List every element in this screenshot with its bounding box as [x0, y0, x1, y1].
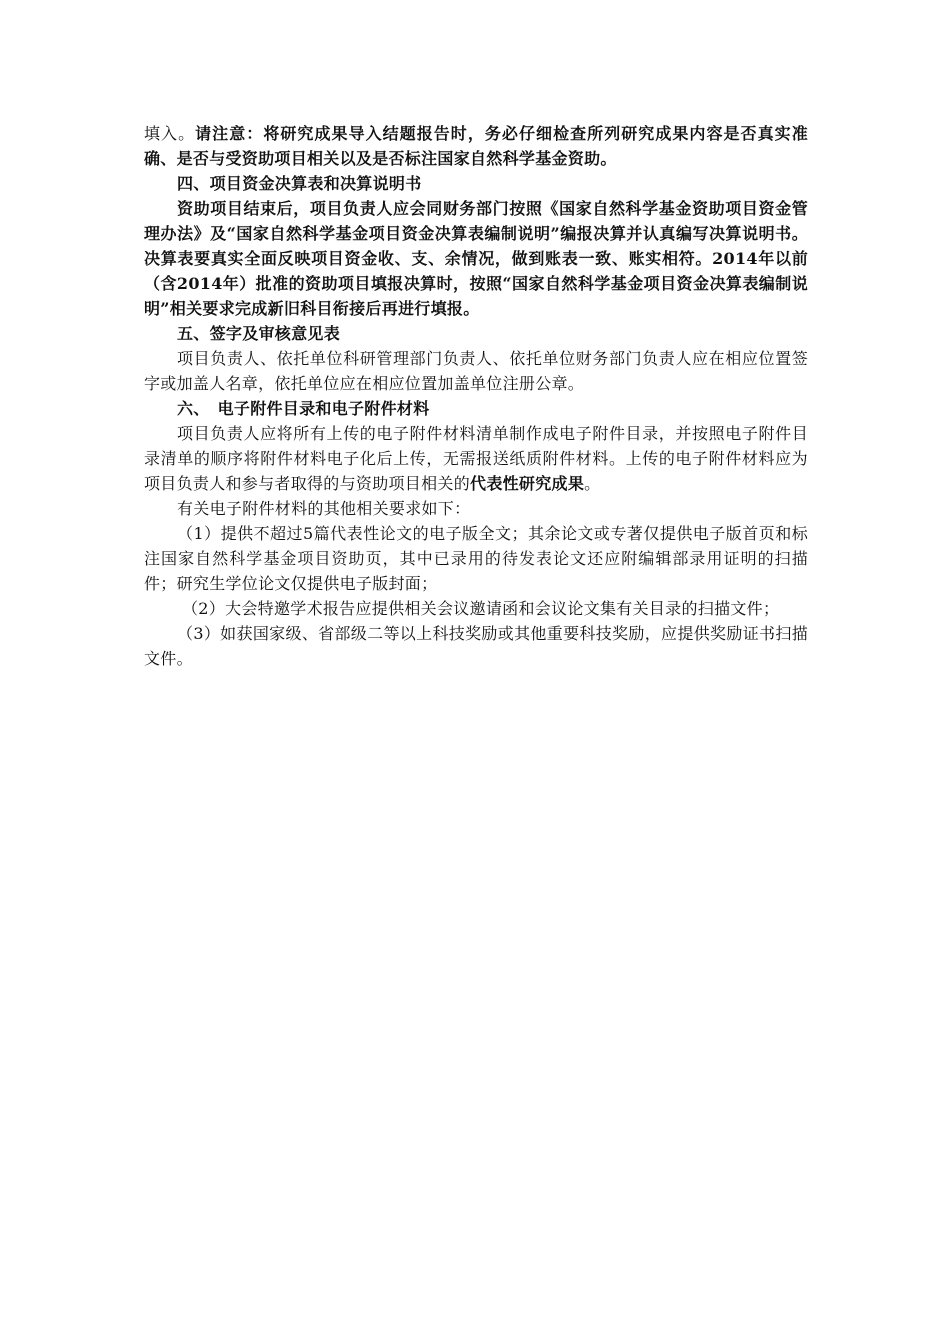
intro-notice: 请注意：将研究成果导入结题报告时，务必仔细检查所列研究成果内容是否真实准确、是否与受资助项目相关以及是否标注国家自然科学基金资助。: [144, 124, 808, 168]
requirement-item-2: （2）大会特邀学术报告应提供相关会议邀请函和会议论文集有关目录的扫描文件；: [182, 599, 780, 618]
requirements-intro: 有关电子附件材料的其他相关要求如下：: [177, 499, 471, 518]
section4-body: 资助项目结束后，项目负责人应会同财务部门按照《国家自然科学基金资助项目资金管理办法》及“国家自然科学基金项目资金决算表编制说明”编报决算并认真编写决算说明书。决算表要真实全面反映项目资金收、支、余情况，做到账表一致、账实相符。2014年以前（含2014年）批准的资助项目填报决算时，按照“国家自然科学基金项目资金决算表编制说明”相关要求完成新旧科目衔接后再进行填报。: [144, 199, 808, 318]
section6-heading: [144, 396, 808, 421]
section6-body: [144, 421, 808, 496]
section5-heading: 五、签字及审核意见表: [177, 324, 341, 343]
requirement-item-3: （3）如获国家级、省部级二等以上科技奖励或其他重要科技奖励，应提供奖励证书扫描文件。: [144, 624, 808, 668]
intro-text: 填入。: [144, 124, 196, 143]
section5-body: 项目负责人、依托单位科研管理部门负责人、依托单位财务部门负责人应在相应位置签字或加盖人名章，依托单位应在相应位置加盖单位注册公章。: [144, 349, 808, 393]
section6-body-text: 项目负责人应将所有上传的电子附件材料清单制作成电子附件目录，并按照电子附件目录清单的顺序将附件材料电子化后上传，无需报送纸质附件材料。上传的电子附件材料应为项目负责人和参与者取得的与资助项目相关的: [144, 424, 808, 493]
section6-body-end: 。: [584, 474, 601, 493]
requirement-item-1: （1）提供不超过5篇代表性论文的电子版全文；其余论文或专著仅提供电子版首页和标注国家自然科学基金项目资助页，其中已录用的待发表论文还应附编辑部录用证明的扫描件；研究生学位论文仅提供电子版封面；: [144, 524, 808, 593]
intro-paragraph: [144, 121, 808, 171]
section6-heading-number: 六、: [177, 399, 210, 418]
section6-heading-text: 电子附件目录和电子附件材料: [217, 399, 430, 418]
section4-heading: 四、项目资金决算表和决算说明书: [177, 174, 422, 193]
document-body: [144, 121, 808, 671]
section6-body-emphasis: 代表性研究成果: [470, 474, 585, 493]
